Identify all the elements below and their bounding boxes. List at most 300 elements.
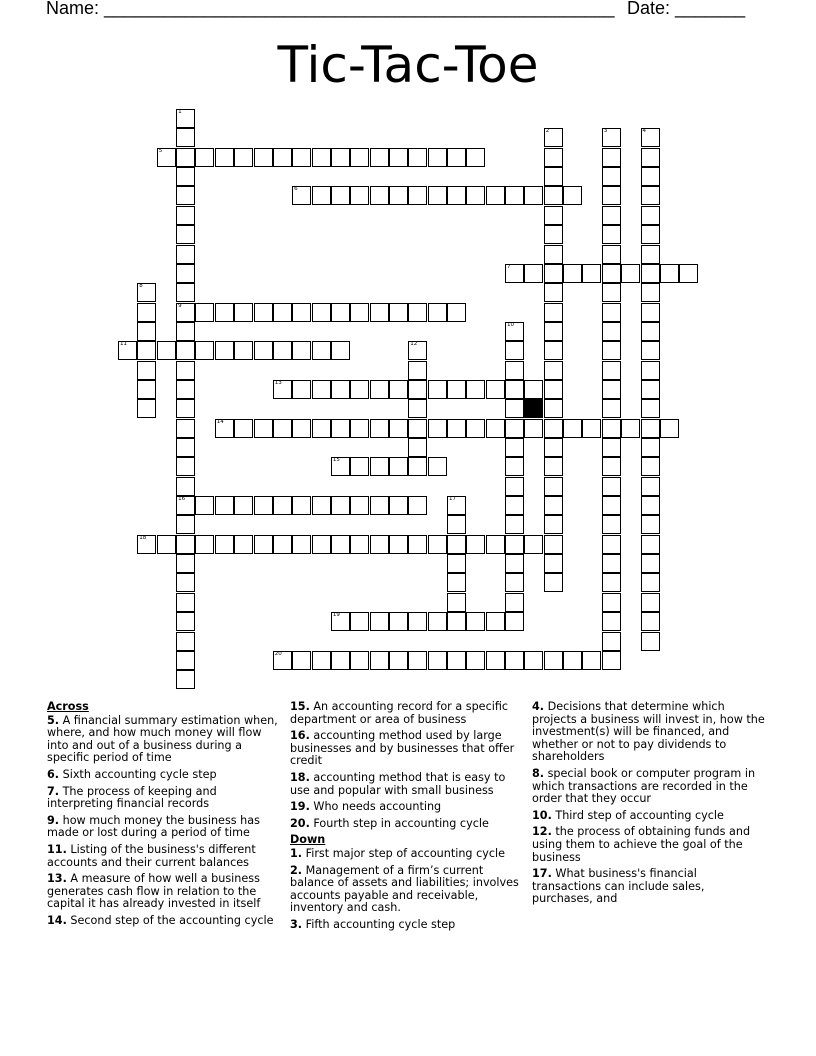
grid-cell[interactable] [312,148,331,167]
grid-cell[interactable] [447,148,466,167]
grid-cell[interactable] [505,496,524,515]
grid-cell[interactable] [505,535,524,554]
grid-cell[interactable] [292,419,311,438]
grid-cell[interactable] [234,303,253,322]
grid-cell[interactable] [176,380,195,399]
grid-cell[interactable] [641,148,660,167]
grid-cell[interactable] [602,438,621,457]
grid-cell[interactable] [312,419,331,438]
grid-cell[interactable] [176,206,195,225]
grid-cell[interactable] [428,612,447,631]
grid-cell[interactable] [447,419,466,438]
grid-cell[interactable] [641,167,660,186]
grid-cell[interactable] [447,380,466,399]
grid-cell[interactable] [544,206,563,225]
grid-cell[interactable] [331,303,350,322]
grid-cell[interactable] [466,535,485,554]
grid-cell[interactable] [370,303,389,322]
grid-cell[interactable] [370,496,389,515]
grid-cell[interactable] [331,535,350,554]
grid-cell[interactable] [273,496,292,515]
grid-cell[interactable] [524,186,543,205]
grid-cell[interactable] [408,457,427,476]
grid-cell[interactable] [331,419,350,438]
grid-cell[interactable] [408,303,427,322]
grid-cell[interactable] [428,535,447,554]
grid-cell[interactable] [370,419,389,438]
grid-cell[interactable] [447,303,466,322]
grid-cell[interactable] [389,148,408,167]
grid-cell[interactable] [466,612,485,631]
grid-cell[interactable] [312,496,331,515]
grid-cell[interactable] [176,264,195,283]
grid-cell[interactable] [137,341,156,360]
grid-cell[interactable] [254,148,273,167]
grid-cell[interactable] [602,283,621,302]
grid-cell[interactable] [505,477,524,496]
grid-cell[interactable] [505,380,524,399]
grid-cell[interactable] [679,264,698,283]
grid-cell[interactable] [524,264,543,283]
grid-cell[interactable] [447,593,466,612]
grid-cell[interactable] [215,341,234,360]
grid-cell[interactable] [292,148,311,167]
grid-cell[interactable] [505,554,524,573]
grid-cell[interactable] [195,303,214,322]
grid-cell[interactable] [428,651,447,670]
grid-cell[interactable] [660,419,679,438]
grid-cell[interactable] [544,264,563,283]
grid-cell[interactable] [273,341,292,360]
grid-cell[interactable] [505,573,524,592]
grid-cell[interactable] [428,303,447,322]
grid-cell[interactable] [428,457,447,476]
grid-cell[interactable] [195,496,214,515]
grid-cell[interactable] [447,573,466,592]
grid-cell[interactable] [544,186,563,205]
grid-cell[interactable] [176,283,195,302]
grid-cell[interactable] [157,341,176,360]
grid-cell[interactable] [428,186,447,205]
grid-cell[interactable] [544,322,563,341]
grid-cell[interactable] [544,245,563,264]
grid-cell[interactable] [408,612,427,631]
grid-cell[interactable] [563,651,582,670]
grid-cell[interactable] [176,438,195,457]
grid-cell[interactable] [466,651,485,670]
grid-cell[interactable] [370,612,389,631]
grid-cell[interactable] [370,535,389,554]
grid-cell[interactable] [428,419,447,438]
grid-cell[interactable] [331,380,350,399]
grid-cell[interactable] [505,612,524,631]
grid-cell[interactable] [641,283,660,302]
grid-cell[interactable] [292,341,311,360]
grid-cell[interactable] [292,651,311,670]
grid-cell[interactable] [273,303,292,322]
grid-cell[interactable] [331,457,350,476]
grid-cell[interactable] [408,148,427,167]
grid-cell[interactable] [215,535,234,554]
grid-cell[interactable] [505,419,524,438]
grid-cell[interactable] [660,264,679,283]
clue-item [47,873,283,911]
grid-cell[interactable] [602,380,621,399]
grid-cell[interactable] [505,457,524,476]
grid-cell[interactable] [137,283,156,302]
grid-cell[interactable] [137,361,156,380]
grid-cell[interactable] [505,651,524,670]
grid-cell[interactable] [350,419,369,438]
grid-cell[interactable] [234,496,253,515]
grid-cell[interactable] [176,186,195,205]
grid-cell[interactable] [505,186,524,205]
grid-cell[interactable] [602,322,621,341]
grid-cell[interactable] [176,632,195,651]
grid-cell[interactable] [563,186,582,205]
grid-cell[interactable] [582,651,601,670]
grid-cell[interactable] [602,167,621,186]
grid-cell[interactable] [641,245,660,264]
grid-cell[interactable] [137,303,156,322]
clue-item-text: Who needs accounting [309,800,442,814]
grid-cell[interactable] [544,419,563,438]
grid-cell[interactable] [641,554,660,573]
grid-cell[interactable] [350,380,369,399]
grid-cell[interactable] [582,419,601,438]
grid-cell[interactable] [641,186,660,205]
grid-cell[interactable] [486,380,505,399]
grid-cell[interactable] [602,399,621,418]
grid-cell[interactable] [273,535,292,554]
grid-cell[interactable] [486,651,505,670]
grid-cell[interactable] [389,303,408,322]
grid-cell[interactable] [641,264,660,283]
grid-cell[interactable] [447,612,466,631]
grid-cell[interactable] [602,419,621,438]
grid-cell[interactable] [176,496,195,515]
grid-cell[interactable] [176,128,195,147]
grid-cell[interactable] [408,651,427,670]
grid-cell[interactable] [602,612,621,631]
grid-cell[interactable] [563,264,582,283]
grid-cell[interactable] [408,341,427,360]
grid-cell[interactable] [215,419,234,438]
grid-cell[interactable] [641,496,660,515]
grid-cell[interactable] [524,535,543,554]
grid-cell[interactable] [544,148,563,167]
grid-cell[interactable] [447,651,466,670]
grid-cell[interactable] [524,380,543,399]
grid-cell[interactable] [641,361,660,380]
grid-cell[interactable] [350,651,369,670]
grid-cell[interactable] [602,264,621,283]
grid-cell[interactable] [157,148,176,167]
grid-cell[interactable] [137,380,156,399]
grid-cell[interactable] [641,593,660,612]
grid-cell[interactable] [234,535,253,554]
grid-cell[interactable] [331,612,350,631]
grid-cell[interactable] [602,632,621,651]
grid-cell[interactable] [176,477,195,496]
grid-cell[interactable] [641,515,660,534]
grid-cell[interactable] [370,457,389,476]
grid-cell[interactable] [641,206,660,225]
grid-cell[interactable] [215,496,234,515]
grid-cell[interactable] [312,380,331,399]
grid-cell[interactable] [176,573,195,592]
grid-cell[interactable] [602,554,621,573]
grid-cell[interactable] [176,361,195,380]
grid-cell[interactable] [544,225,563,244]
grid-cell[interactable] [486,612,505,631]
grid-cell[interactable] [176,670,195,689]
grid-cell[interactable] [505,593,524,612]
grid-cell[interactable] [176,167,195,186]
grid-cell[interactable] [505,361,524,380]
grid-cell[interactable] [312,651,331,670]
grid-cell[interactable] [254,535,273,554]
grid-cell[interactable] [254,303,273,322]
grid-cell[interactable] [505,399,524,418]
grid-cell[interactable] [505,322,524,341]
grid-cell[interactable] [505,264,524,283]
grid-cell[interactable] [486,535,505,554]
grid-cell[interactable] [350,457,369,476]
grid-cell[interactable] [254,341,273,360]
grid-cell[interactable] [602,535,621,554]
grid-cell[interactable] [408,186,427,205]
grid-cell[interactable] [195,341,214,360]
grid-cell[interactable] [602,515,621,534]
grid-cell[interactable] [602,186,621,205]
grid-cell[interactable] [331,651,350,670]
grid-cell[interactable] [621,419,640,438]
grid-cell[interactable] [312,186,331,205]
grid-cell[interactable] [176,419,195,438]
grid-cell[interactable] [544,535,563,554]
grid-cell[interactable] [370,148,389,167]
grid-cell[interactable] [466,186,485,205]
grid-cell[interactable] [408,535,427,554]
grid-cell[interactable] [350,186,369,205]
grid-cell[interactable] [641,380,660,399]
grid-cell[interactable] [292,535,311,554]
grid-cell[interactable] [176,535,195,554]
grid-cell[interactable] [408,438,427,457]
grid-cell[interactable] [544,283,563,302]
grid-cell[interactable] [273,380,292,399]
grid-cell[interactable] [544,361,563,380]
grid-cell[interactable] [641,322,660,341]
grid-cell[interactable] [544,128,563,147]
grid-cell[interactable] [602,341,621,360]
grid-cell[interactable] [350,303,369,322]
grid-cell[interactable] [505,438,524,457]
grid-cell[interactable] [176,109,195,128]
grid-cell[interactable] [602,593,621,612]
grid-cell[interactable] [602,651,621,670]
grid-cell[interactable] [544,477,563,496]
grid-cell[interactable] [176,399,195,418]
grid-cell[interactable] [312,535,331,554]
grid-cell[interactable] [176,341,195,360]
grid-cell[interactable] [641,438,660,457]
grid-cell[interactable] [389,419,408,438]
grid-cell[interactable] [621,264,640,283]
grid-cell[interactable] [582,264,601,283]
grid-cell[interactable] [176,612,195,631]
grid-cell[interactable] [176,245,195,264]
grid-cell[interactable] [157,535,176,554]
grid-cell[interactable] [641,303,660,322]
grid-cell[interactable] [215,148,234,167]
grid-cell[interactable] [350,148,369,167]
grid-cell[interactable] [524,419,543,438]
grid-cell[interactable] [602,303,621,322]
grid-cell[interactable] [389,380,408,399]
grid-cell[interactable] [428,380,447,399]
grid-cell[interactable] [408,399,427,418]
grid-cell[interactable] [447,515,466,534]
grid-cell[interactable] [544,515,563,534]
grid-cell[interactable] [137,322,156,341]
grid-cell[interactable] [408,361,427,380]
grid-cell[interactable] [466,419,485,438]
grid-cell[interactable] [641,341,660,360]
grid-cell[interactable] [602,128,621,147]
grid-cell[interactable] [312,303,331,322]
grid-cell[interactable] [389,186,408,205]
grid-cell[interactable] [486,186,505,205]
grid-cell[interactable] [118,341,137,360]
grid-cell[interactable] [176,303,195,322]
grid-cell[interactable] [505,341,524,360]
grid-cell[interactable] [641,457,660,476]
grid-cell[interactable] [602,148,621,167]
grid-cell[interactable] [602,457,621,476]
grid-cell[interactable] [602,496,621,515]
grid-cell[interactable] [544,399,563,418]
grid-cell[interactable] [273,419,292,438]
grid-cell[interactable] [137,399,156,418]
grid-cell[interactable] [292,496,311,515]
grid-cell[interactable] [389,457,408,476]
grid-cell[interactable] [544,554,563,573]
grid-cell[interactable] [331,496,350,515]
grid-cell[interactable] [292,380,311,399]
grid-cell[interactable] [234,419,253,438]
grid-cell[interactable] [602,361,621,380]
grid-cell[interactable] [408,380,427,399]
grid-cell[interactable] [389,535,408,554]
grid-cell[interactable] [176,457,195,476]
grid-cell[interactable] [641,535,660,554]
grid-cell[interactable] [254,496,273,515]
grid-cell[interactable] [176,651,195,670]
grid-cell[interactable] [641,225,660,244]
grid-cell[interactable] [350,535,369,554]
grid-cell[interactable] [370,186,389,205]
grid-cell[interactable] [234,148,253,167]
grid-cell[interactable] [466,148,485,167]
grid-cell[interactable] [176,515,195,534]
grid-cell[interactable] [544,167,563,186]
grid-cell[interactable] [273,651,292,670]
grid-cell[interactable] [447,496,466,515]
grid-cell[interactable] [292,303,311,322]
grid-cell[interactable] [215,303,234,322]
grid-cell[interactable] [641,128,660,147]
grid-cell[interactable] [389,612,408,631]
grid-cell[interactable] [466,380,485,399]
grid-cell[interactable] [641,632,660,651]
grid-cell[interactable] [428,148,447,167]
grid-cell[interactable] [544,438,563,457]
grid-cell[interactable] [408,496,427,515]
grid-cell[interactable] [602,477,621,496]
grid-cell[interactable] [524,651,543,670]
grid-cell[interactable] [389,496,408,515]
grid-cell[interactable] [544,303,563,322]
grid-cell[interactable] [602,206,621,225]
grid-cell[interactable] [544,651,563,670]
grid-cell[interactable] [602,225,621,244]
grid-cell[interactable] [641,399,660,418]
grid-cell[interactable] [447,535,466,554]
grid-cell[interactable] [331,341,350,360]
grid-cell[interactable] [641,612,660,631]
grid-cell[interactable] [312,341,331,360]
grid-cell[interactable] [544,496,563,515]
grid-cell[interactable] [602,245,621,264]
grid-cell[interactable] [641,477,660,496]
grid-cell[interactable] [254,419,273,438]
grid-cell[interactable] [176,554,195,573]
grid-cell[interactable] [486,419,505,438]
grid-cell[interactable] [563,419,582,438]
grid-cell[interactable] [331,186,350,205]
grid-cell[interactable] [137,535,156,554]
grid-cell[interactable] [544,573,563,592]
grid-cell[interactable] [292,186,311,205]
grid-cell[interactable] [602,573,621,592]
grid-cell[interactable] [350,496,369,515]
grid-cell[interactable] [447,186,466,205]
grid-cell[interactable] [505,515,524,534]
grid-cell[interactable] [389,651,408,670]
grid-cell[interactable] [195,535,214,554]
grid-cell[interactable] [370,651,389,670]
grid-cell[interactable] [350,612,369,631]
grid-cell[interactable] [544,341,563,360]
grid-cell[interactable] [176,225,195,244]
grid-cell[interactable] [195,148,214,167]
grid-cell[interactable] [641,573,660,592]
grid-cell[interactable] [544,457,563,476]
grid-cell[interactable] [176,148,195,167]
grid-cell[interactable] [331,148,350,167]
grid-cell[interactable] [641,419,660,438]
grid-cell[interactable] [408,419,427,438]
grid-cell[interactable] [447,554,466,573]
grid-cell[interactable] [176,322,195,341]
grid-cell[interactable] [234,341,253,360]
grid-cell[interactable] [544,380,563,399]
grid-cell[interactable] [370,380,389,399]
grid-cell[interactable] [273,148,292,167]
grid-cell[interactable] [176,593,195,612]
